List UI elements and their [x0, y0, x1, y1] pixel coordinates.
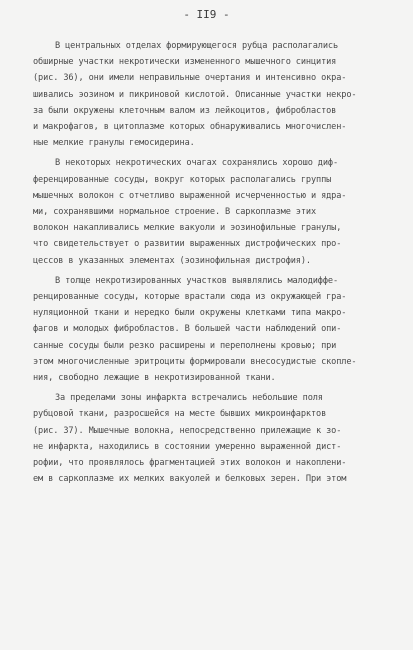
paragraph-1	[33, 38, 388, 151]
page-number: - II9 -	[183, 8, 230, 21]
text-line: ные мелкие гранулы гемосидерина.	[33, 138, 195, 149]
text-line: мышечных волокон с отчетливо выраженной исчерченностью и ядра-	[33, 190, 347, 201]
text-line: шивались эозином и пикриновой кислотой. Описанные участки некро-	[33, 89, 357, 100]
text-line: ния, свободно лежащие в некротизированной ткани.	[33, 373, 276, 384]
text-line: ем в саркоплазме их мелких вакуолей и белковых зерен. При этом	[33, 474, 347, 485]
text-line: рофии, что проявлялось фрагментацией этих волокон и накоплени-	[33, 458, 347, 469]
paragraph-4	[33, 390, 388, 487]
text-line: фагов и молодых фибробластов. В большей части наблюдений опи-	[33, 324, 342, 335]
text-line: и макрофагов, в цитоплазме которых обнаруживались многочислен-	[33, 122, 347, 133]
paragraph-2	[33, 155, 388, 268]
text-line: За пределами зоны инфаркта встречались небольшие поля	[55, 393, 323, 404]
body-text	[33, 38, 388, 491]
text-line: обширные участки некротически измененного мышечного синцития	[33, 57, 337, 68]
text-line: за были окружены клеточным валом из лейкоцитов, фибробластов	[33, 105, 337, 116]
text-line: В центральных отделах формирующегося рубца располагались	[55, 41, 339, 51]
text-line: В некоторых некротических очагах сохранялись хорошо диф-	[55, 158, 339, 169]
text-line: этом многочисленные эритроциты формировали внесосудистые скопле-	[33, 356, 357, 367]
text-line: волокон накапливались мелкие вакуоли и эозинофильные гранулы,	[33, 223, 342, 234]
text-line: санные сосуды были резко расширены и переполнены кровью; при	[33, 340, 337, 351]
text-line: (рис. 37). Мышечные волокна, непосредственно прилежащие к зо-	[33, 425, 342, 436]
text-line: что свидетельствует о развитии выраженных дистрофических про-	[33, 239, 342, 250]
text-line: рубцовой ткани, разросшейся на месте бывших микроинфарктов	[33, 409, 327, 420]
text-line: нуляционной ткани и нередко были окружены клетками типа макро-	[33, 308, 347, 319]
text-line: (рис. 36), они имели неправильные очертания и интенсивно окра-	[33, 73, 347, 84]
text-line: ми, сохранявшими нормальное строение. В саркоплазме этих	[33, 207, 317, 218]
text-line: не инфаркта, находились в состоянии умеренно выраженной дист-	[33, 441, 342, 452]
text-line: ренцированные сосуды, которые врастали сюда из окружающей гра-	[33, 292, 347, 303]
paragraph-3	[33, 273, 388, 386]
text-line: В толще некротизированных участков выявлялись малодиффе-	[55, 275, 339, 286]
text-line: цессов в указанных элементах (эозинофильная дистрофия).	[33, 255, 311, 266]
text-line: ференцированные сосуды, вокруг которых располагались группы	[33, 174, 332, 185]
